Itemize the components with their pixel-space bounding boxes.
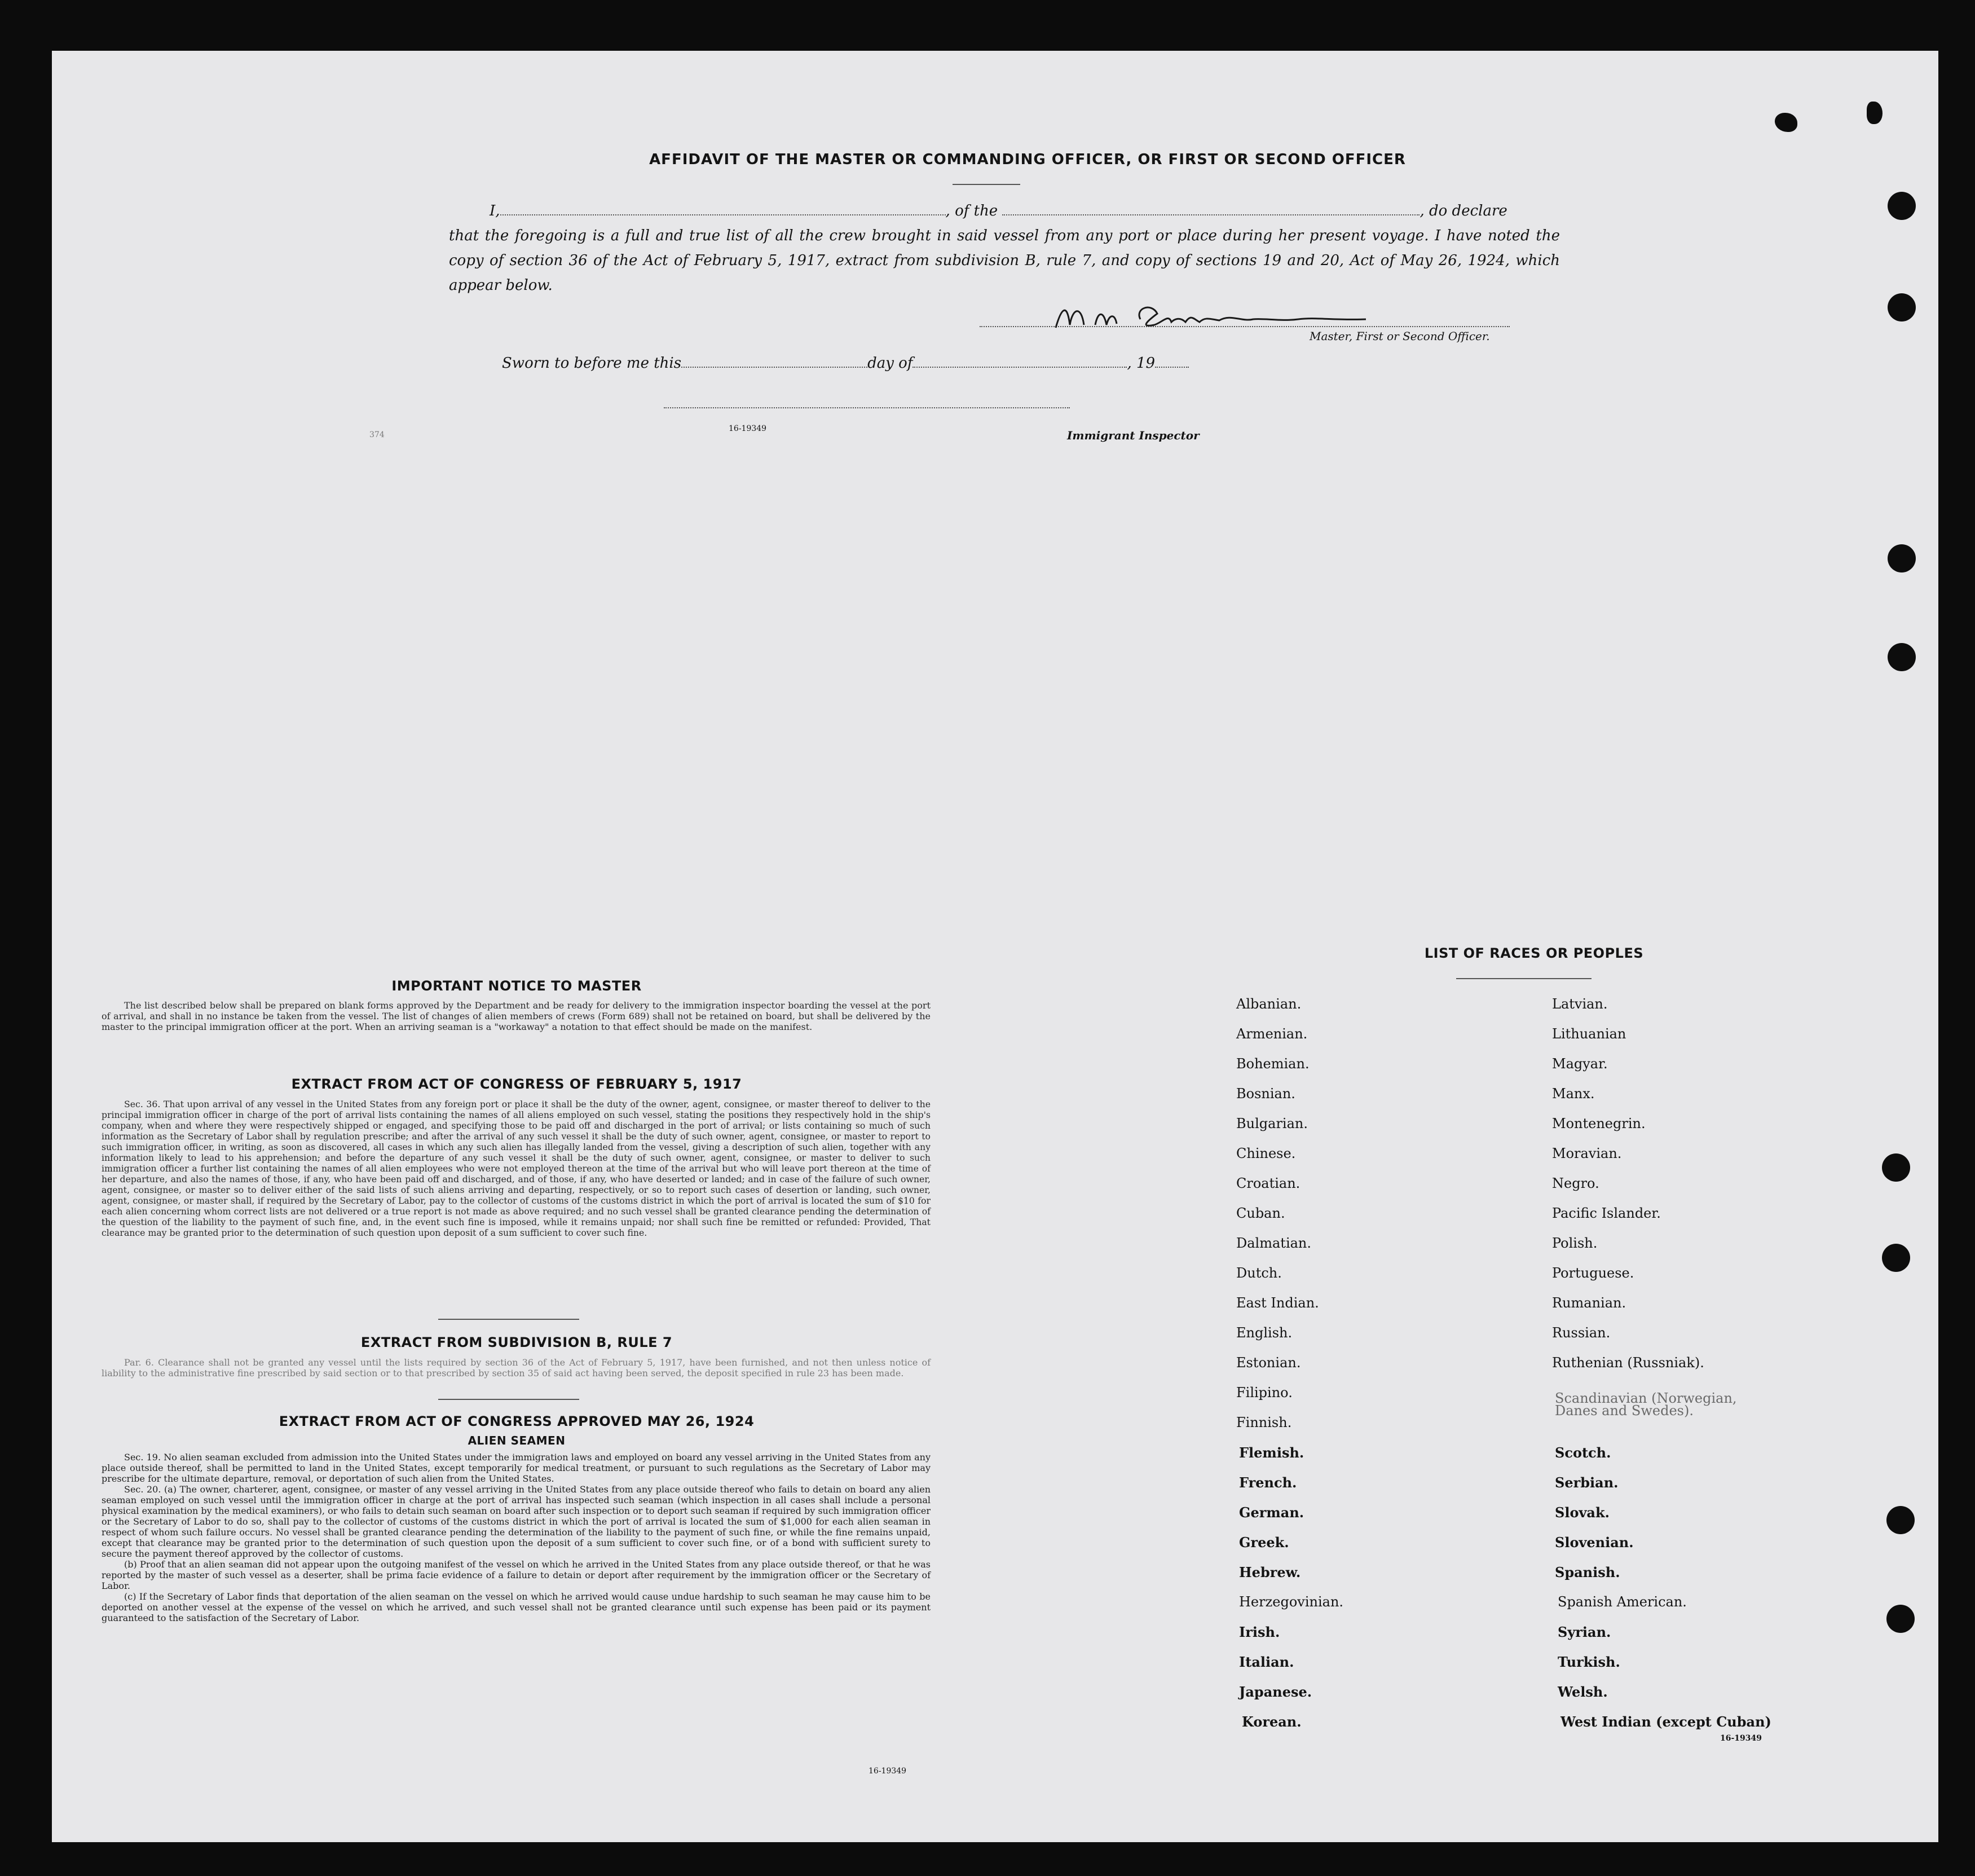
section-20c-text: (c) If the Secretary of Labor finds that deportation of the alien seaman on the vessel on which he arrived would cause undue hardship to such seaman he may cause him to be deported on another vessel at the expense of the vessel on which he arrived, and such vessel shall not be granted clearance until such expense has been paid or its payment guaranteed to the satisfaction of the Secretary of Labor. bbox=[102, 1591, 931, 1623]
extract-1924-title: EXTRACT FROM ACT OF CONGRESS APPROVED MAY 26, 1924 bbox=[279, 1413, 755, 1429]
race-item: Negro. bbox=[1552, 1175, 1599, 1191]
section-20a-text: Sec. 20. (a) The owner, charterer, agent, consignee, or master of any vessel arriving in the United States from any place outside thereof who fails to detain on board any alien seaman employed on such vessel until the immigration officer in charge at the port of arrival has inspected such seaman (which inspection in all cases shall include a personal physical examination by the medical examiners), or who fails to detain such seaman on board after such inspection or to deport such seaman if required by such immigration officer or the Secretary of Labor to do so, shall pay to the collector of customs of the customs district in which the port of arrival is located the sum of $1,000 for each alien seaman in respect of whom such failure occurs. No vessel shall be granted clearance pending the determination of the liability to the payment of such fine, or while the fine remains unpaid, except that clearance may be granted prior to the determination of such question upon the deposit of a sum sufficient to cover such fine, or of a bond with sufficient surety to secure the payment thereof approved by the collector of customs. bbox=[102, 1484, 931, 1559]
form-number: 16-19349 bbox=[869, 1767, 907, 1776]
race-item: Croatian. bbox=[1236, 1175, 1300, 1191]
race-item: Bosnian. bbox=[1236, 1086, 1295, 1102]
punch-hole bbox=[1888, 293, 1916, 322]
affidavit-i-label: I, bbox=[490, 202, 500, 219]
divider bbox=[1456, 978, 1592, 979]
race-item: Latvian. bbox=[1552, 996, 1608, 1012]
extract-1917-text: Sec. 36. That upon arrival of any vessel in the United States from any foreign port or place it shall be the duty of the owner, agent, consignee, or master thereof to deliver to the principal immigration officer in charge of the port of arrival lists containing the names of all aliens employed on such vessel, stating the positions they respectively hold in the ship's company, when and where they were respectively shipped or engaged, and specifying those to be paid off and discharged in the port of arrival; or lists containing so much of such information as the Secretary of Labor shall by regulation prescribe; and after the arrival of any such vessel it shall be the duty of such owner, agent, consignee, or master to report to such immigration officer, in writing, as soon as discovered, all cases in which any such alien has illegally landed from the vessel, giving a description of such alien, together with any information likely to lead to his apprehension; and before the departure of any such vessel it shall be the duty of such owner, agent, consignee, or master to deliver to such immigration officer a further list containing the names of all alien employees who were not employed thereon at the time of the arrival but who will leave port thereon at the time of her departure, and also the names of those, if any, who have been paid off and discharged, and of those, if any, who have deserted or landed; and in case of the failure of such owner, agent, consignee, or master so to deliver either of the said lists of such aliens arriving and departing, respectively, or so to report such cases of desertion or landing, such owner, agent, consignee, or master shall, if required by the Secretary of Labor, pay to the collector of customs of the customs district in which the port of arrival is located the sum of $10 for each alien concerning whom correct lists are not delivered or a true report is not made as above required; and no such vessel shall be granted clearance pending the determination of the question of the liability to the payment of such fine, and, in the event such fine is imposed, while it remains unpaid; nor shall such fine be remitted or refunded: Provided, That clearance may be granted prior to the determination of such question upon deposit of a sum sufficient to cover such fine. bbox=[102, 1099, 931, 1238]
race-item: Lithuanian bbox=[1552, 1026, 1626, 1042]
race-item: Slovenian. bbox=[1555, 1534, 1634, 1551]
extract-rule7-text: Par. 6. Clearance shall not be granted any vessel until the lists required by section 36 of the Act of February 5, 1917, have been furnished, and not then unless notice of liability to the administrative fine prescribed by said section or to that prescribed by section 35 of said act having been served, the deposit specified in rule 23 has been made. bbox=[102, 1357, 931, 1379]
sworn-day-field[interactable] bbox=[681, 354, 867, 368]
document-page bbox=[52, 51, 1938, 1842]
race-item: Armenian. bbox=[1236, 1026, 1308, 1042]
race-item: Bohemian. bbox=[1236, 1056, 1310, 1072]
race-item: Ruthenian (Russniak). bbox=[1552, 1355, 1704, 1371]
form-number: 16-19349 bbox=[729, 424, 767, 433]
notice-text: The list described below shall be prepared on blank forms approved by the Department and be ready for delivery to the immigration inspector boarding the vessel at the port of arrival, and shall in no instance be taken from the vessel. The list of changes of alien members of crews (Form 689) shall not be retained on board, but shall be delivered by the master to the principal immigration officer at the port. When an arriving seaman is a "workaway" a notation to that effect should be made on the manifest. bbox=[102, 1000, 931, 1032]
race-item: Rumanian. bbox=[1552, 1295, 1626, 1311]
race-item: Dutch. bbox=[1236, 1265, 1282, 1281]
margin-mark: 374 bbox=[369, 430, 385, 439]
punch-hole bbox=[1888, 643, 1916, 671]
race-item: Cuban. bbox=[1236, 1205, 1285, 1221]
year-label: , 19 bbox=[1127, 355, 1156, 372]
affidavit-paragraph: that the foregoing is a full and true list of all the crew brought in said vessel from any port or place during her present voyage. I have noted the copy of section 36 of the Act of February 5, 1917, extract from subdivision B, rule 7, and copy of sections 19 and 20, Act of May 26, 1924, which appear below. bbox=[449, 227, 1560, 294]
race-item: German. bbox=[1239, 1504, 1304, 1521]
sworn-month-field[interactable] bbox=[912, 354, 1127, 368]
race-item: Irish. bbox=[1239, 1624, 1280, 1640]
race-item: Finnish. bbox=[1236, 1415, 1292, 1430]
section-20b-text: (b) Proof that an alien seaman did not appear upon the outgoing manifest of the vessel on which he arrived in the United States from any place outside thereof, or that he was reported by the master of such vessel as a deserter, shall be prima facie evidence of a failure to detain or deport after requirement by the immigration officer or the Secretary of Labor. bbox=[102, 1559, 931, 1591]
punch-hole bbox=[1882, 1153, 1910, 1182]
race-item: Welsh. bbox=[1558, 1684, 1608, 1700]
race-item: Albanian. bbox=[1236, 996, 1302, 1012]
affidavit-heading: AFFIDAVIT OF THE MASTER OR COMMANDING OFFICER, OR FIRST OR SECOND OFFICER bbox=[649, 151, 1406, 168]
race-item: Polish. bbox=[1552, 1235, 1598, 1251]
divider bbox=[438, 1399, 579, 1400]
form-number: 16-19349 bbox=[1720, 1734, 1762, 1743]
race-item: Turkish. bbox=[1558, 1654, 1620, 1670]
race-item: French. bbox=[1239, 1474, 1297, 1491]
race-item: Syrian. bbox=[1558, 1624, 1611, 1640]
sworn-year-field[interactable] bbox=[1155, 354, 1189, 368]
race-item: Spanish. bbox=[1555, 1564, 1620, 1580]
race-item: Greek. bbox=[1239, 1534, 1289, 1551]
race-item: Japanese. bbox=[1239, 1684, 1312, 1700]
race-item: Montenegrin. bbox=[1552, 1116, 1646, 1131]
race-item: Chinese. bbox=[1236, 1146, 1296, 1161]
extract-1917-title: EXTRACT FROM ACT OF CONGRESS OF FEBRUARY 5, 1917 bbox=[291, 1076, 742, 1092]
race-item: Portuguese. bbox=[1552, 1265, 1634, 1281]
divider bbox=[953, 184, 1020, 185]
punch-hole bbox=[1888, 544, 1916, 573]
punch-hole bbox=[1888, 192, 1916, 220]
vessel-field[interactable] bbox=[1002, 202, 1419, 215]
race-item: Hebrew. bbox=[1239, 1564, 1301, 1580]
race-item: Flemish. bbox=[1239, 1445, 1304, 1461]
race-item: Dalmatian. bbox=[1236, 1235, 1312, 1251]
race-item: Manx. bbox=[1552, 1086, 1595, 1102]
race-item: Spanish American. bbox=[1558, 1594, 1687, 1610]
race-item: Slovak. bbox=[1555, 1504, 1610, 1521]
race-item: Estonian. bbox=[1236, 1355, 1301, 1371]
of-the-label: , of the bbox=[945, 202, 998, 219]
sworn-line bbox=[502, 351, 1189, 376]
race-item: Filipino. bbox=[1236, 1385, 1293, 1401]
race-item: Italian. bbox=[1239, 1654, 1294, 1670]
race-item: Moravian. bbox=[1552, 1146, 1622, 1161]
inspector-caption: Immigrant Inspector bbox=[1067, 429, 1200, 442]
race-item: Bulgarian. bbox=[1236, 1116, 1308, 1131]
race-item: Pacific Islander. bbox=[1552, 1205, 1661, 1221]
race-item: English. bbox=[1236, 1325, 1293, 1341]
do-declare-label: , do declare bbox=[1419, 202, 1507, 219]
notice-title: IMPORTANT NOTICE TO MASTER bbox=[391, 978, 642, 994]
punch-hole bbox=[1775, 113, 1797, 132]
race-item: Scandinavian (Norwegian, Danes and Swedes). bbox=[1555, 1390, 1737, 1419]
races-title: LIST OF RACES OR PEOPLES bbox=[1424, 945, 1644, 961]
punch-hole bbox=[1886, 1506, 1915, 1534]
race-item: Scotch. bbox=[1555, 1445, 1611, 1461]
signature-caption: Master, First or Second Officer. bbox=[1310, 329, 1490, 343]
race-item: Russian. bbox=[1552, 1325, 1611, 1341]
inspector-signature-line bbox=[664, 407, 1070, 408]
section-19-text: Sec. 19. No alien seaman excluded from admission into the United States under the immigration laws and employed on board any vessel arriving in the United States from any place outside thereof, shall be permitted to land in the United States, except temporarily for medical treatment, or pursuant to such regulations as the Secretary of Labor may prescribe for the ultimate departure, removal, or deportation of such alien from the United States. bbox=[102, 1452, 931, 1484]
race-item: Herzegovinian. bbox=[1239, 1594, 1344, 1610]
sworn-label: Sworn to before me this bbox=[502, 355, 682, 372]
punch-hole bbox=[1882, 1244, 1910, 1272]
race-item: Serbian. bbox=[1555, 1474, 1619, 1491]
extract-rule7-title: EXTRACT FROM SUBDIVISION B, RULE 7 bbox=[360, 1335, 673, 1350]
race-item: Magyar. bbox=[1552, 1056, 1608, 1072]
extract-1924-subtitle: ALIEN SEAMEN bbox=[468, 1434, 566, 1447]
punch-hole bbox=[1886, 1605, 1915, 1633]
extract-1924-body bbox=[102, 1452, 931, 1623]
name-field[interactable] bbox=[500, 202, 946, 215]
race-item: Korean. bbox=[1242, 1714, 1302, 1730]
day-of-label: day of bbox=[867, 355, 913, 372]
race-item: East Indian. bbox=[1236, 1295, 1319, 1311]
affidavit-declaration-line bbox=[490, 199, 1567, 223]
divider bbox=[438, 1319, 579, 1320]
race-item: West Indian (except Cuban) bbox=[1560, 1714, 1771, 1730]
punch-hole bbox=[1867, 102, 1883, 124]
